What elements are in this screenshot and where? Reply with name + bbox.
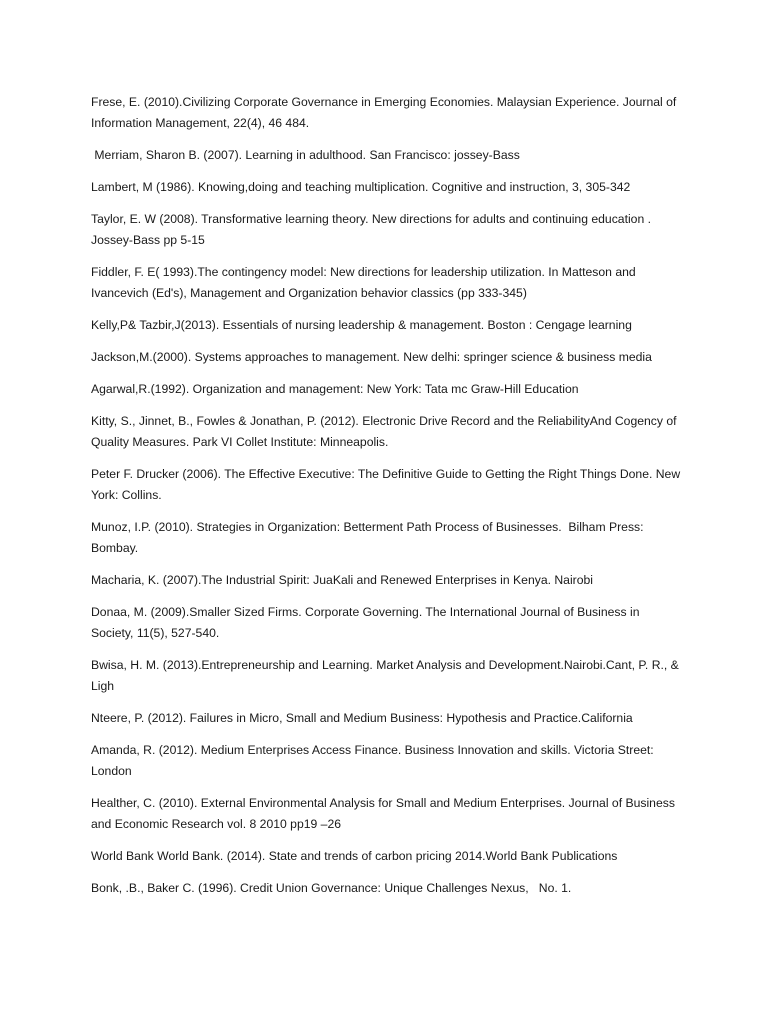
reference-entry: Fiddler, F. E( 1993).The contingency model: New directions for leadership utilization. In Matteson and Ivancevich (Ed's), Management and Organization behavior classics (pp 333-345) [91,265,640,300]
reference-entry: Frese, E. (2010).Civilizing Corporate Governance in Emerging Economies. Malaysian Experience. Journal of Information Management, 22(4), 46 484. [91,95,680,130]
reference-entry: Merriam, Sharon B. (2007). Learning in adulthood. San Francisco: jossey-Bass [91,148,520,162]
reference-entry: Macharia, K. (2007).The Industrial Spirit: JuaKali and Renewed Enterprises in Kenya. Nairobi [91,573,593,587]
reference-entry: Lambert, M (1986). Knowing,doing and teaching multiplication. Cognitive and instruction, 3, 305-342 [91,180,631,194]
reference-list [91,92,684,910]
reference-entry: Jackson,M.(2000). Systems approaches to management. New delhi: springer science & business media [91,350,652,364]
reference-entry: Kelly,P& Tazbir,J(2013). Essentials of nursing leadership & management. Boston : Cengage learning [91,318,632,332]
reference-entry: Healther, C. (2010). External Environmental Analysis for Small and Medium Enterprises. Journal of Business and Economic Research vol. 8 2010 pp19 –26 [91,796,679,831]
reference-entry: Agarwal,R.(1992). Organization and management: New York: Tata mc Graw-Hill Education [91,382,579,396]
reference-entry: Bwisa, H. M. (2013).Entrepreneurship and Learning. Market Analysis and Development.Nairobi.Cant, P. R., & Ligh [91,658,683,693]
reference-entry: Taylor, E. W (2008). Transformative learning theory. New directions for adults and continuing education . Jossey-Bass pp 5-15 [91,212,655,247]
reference-entry: Peter F. Drucker (2006). The Effective Executive: The Definitive Guide to Getting the Right Things Done. New York: Collins. [91,467,684,502]
reference-entry: Donaa, M. (2009).Smaller Sized Firms. Corporate Governing. The International Journal of Business in Society, 11(5), 527-540. [91,605,643,640]
reference-entry: Munoz, I.P. (2010). Strategies in Organization: Betterment Path Process of Businesses. Bilham Press: Bombay. [91,520,647,555]
reference-entry: World Bank World Bank. (2014). State and trends of carbon pricing 2014.World Bank Publications [91,849,618,863]
reference-entry: Amanda, R. (2012). Medium Enterprises Access Finance. Business Innovation and skills. Victoria Street: London [91,743,658,778]
reference-entry: Kitty, S., Jinnet, B., Fowles & Jonathan, P. (2012). Electronic Drive Record and the ReliabilityAnd Cogency of Quality Measures. Park VI Collet Institute: Minneapolis. [91,414,680,449]
reference-entry: Bonk, .B., Baker C. (1996). Credit Union Governance: Unique Challenges Nexus, No. 1. [91,881,572,895]
reference-entry: Nteere, P. (2012). Failures in Micro, Small and Medium Business: Hypothesis and Practice.California [91,711,633,725]
